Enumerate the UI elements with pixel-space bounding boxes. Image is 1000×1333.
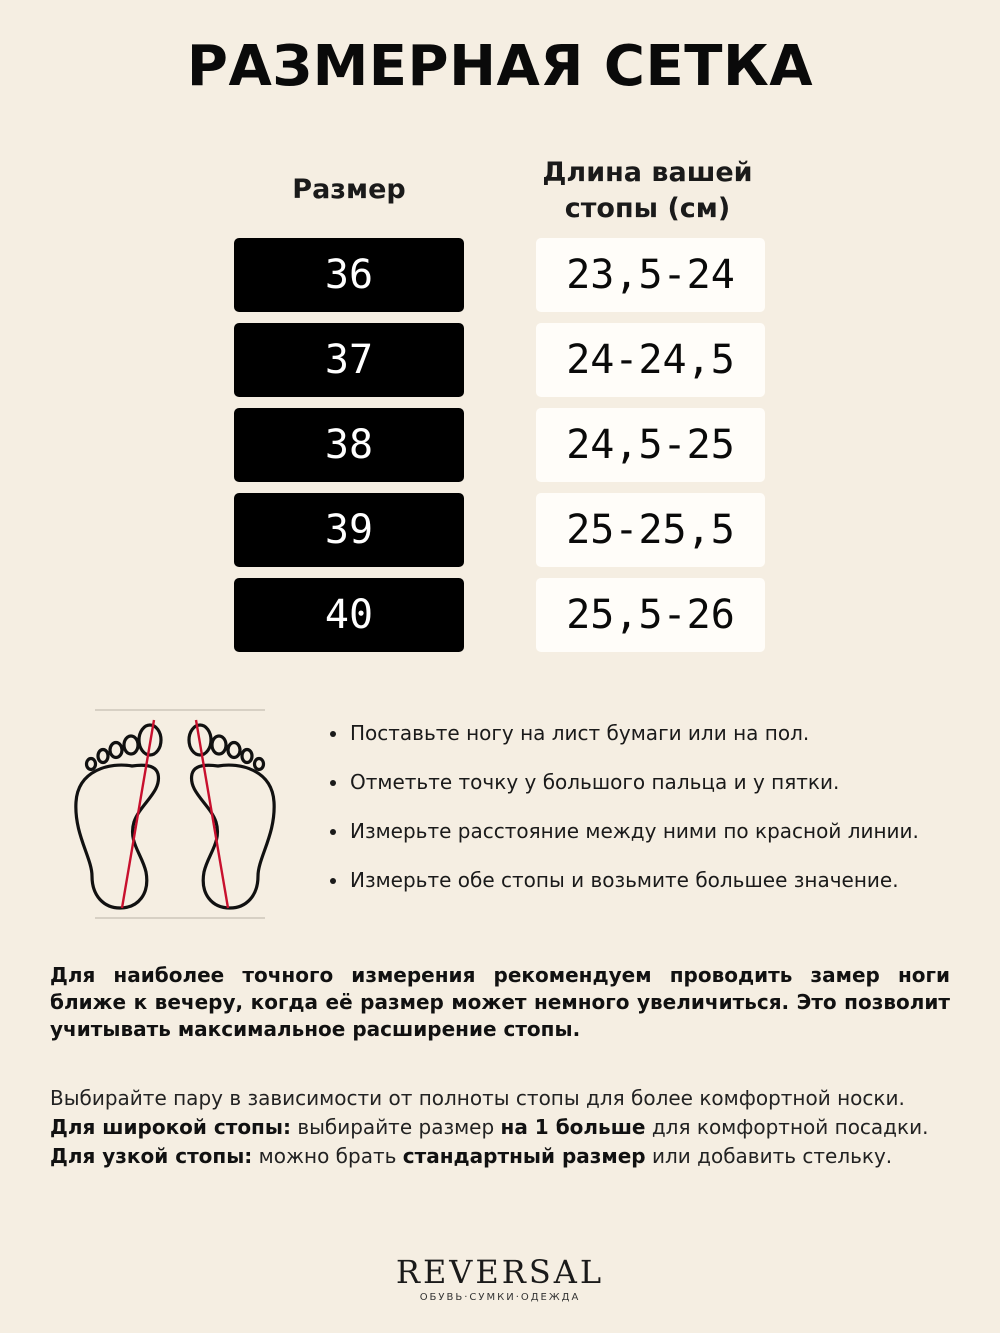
list-item: Измерьте расстояние между ними по красной линии. bbox=[330, 816, 970, 865]
list-item: Отметьте точку у большого пальца и у пятки. bbox=[330, 767, 970, 816]
bullet-icon bbox=[330, 829, 336, 835]
length-header-line2: стопы (см) bbox=[564, 193, 731, 224]
advice-wide: Для широкой стопы: выбирайте размер на 1 больше для комфортной посадки. bbox=[50, 1115, 929, 1139]
advice-narrow: Для узкой стопы: можно брать стандартный размер или добавить стельку. bbox=[50, 1144, 893, 1168]
brand-logo: REVERSAL bbox=[395, 1253, 605, 1291]
length-cell: 25,5-26 bbox=[536, 578, 765, 652]
length-column-header bbox=[520, 155, 775, 227]
bullet-icon bbox=[330, 780, 336, 786]
size-cell: 39 bbox=[234, 493, 464, 567]
length-header-line1: Длина вашей bbox=[542, 157, 753, 188]
size-cell: 36 bbox=[234, 238, 464, 312]
advice-intro: Выбирайте пару в зависимости от полноты стопы для более комфортной носки. bbox=[50, 1086, 905, 1110]
length-cell: 25-25,5 bbox=[536, 493, 765, 567]
feet-measure-icon bbox=[70, 708, 280, 920]
instructions-list bbox=[330, 718, 970, 914]
measurement-note: Для наиболее точного измерения рекомендуем проводить замер ноги ближе к вечеру, когда её размер может немного увеличиться. Это позволит учитывать максимальное расширение стопы. bbox=[50, 963, 950, 1041]
page-title: РАЗМЕРНАЯ СЕТКА bbox=[186, 34, 814, 99]
list-item: Измерьте обе стопы и возьмите большее значение. bbox=[330, 865, 970, 914]
table-row bbox=[0, 578, 1000, 652]
length-cell: 23,5-24 bbox=[536, 238, 765, 312]
size-column-header: Размер bbox=[292, 174, 406, 205]
size-cell: 40 bbox=[234, 578, 464, 652]
bullet-icon bbox=[330, 731, 336, 737]
size-cell: 37 bbox=[234, 323, 464, 397]
brand-tagline: ОБУВЬ·СУМКИ·ОДЕЖДА bbox=[419, 1292, 581, 1303]
list-item: Поставьте ногу на лист бумаги или на пол. bbox=[330, 718, 970, 767]
table-row bbox=[0, 493, 1000, 567]
fit-advice bbox=[50, 1084, 960, 1171]
length-cell: 24,5-25 bbox=[536, 408, 765, 482]
table-row bbox=[0, 238, 1000, 312]
bullet-icon bbox=[330, 878, 336, 884]
table-row bbox=[0, 323, 1000, 397]
size-cell: 38 bbox=[234, 408, 464, 482]
length-cell: 24-24,5 bbox=[536, 323, 765, 397]
table-row bbox=[0, 408, 1000, 482]
